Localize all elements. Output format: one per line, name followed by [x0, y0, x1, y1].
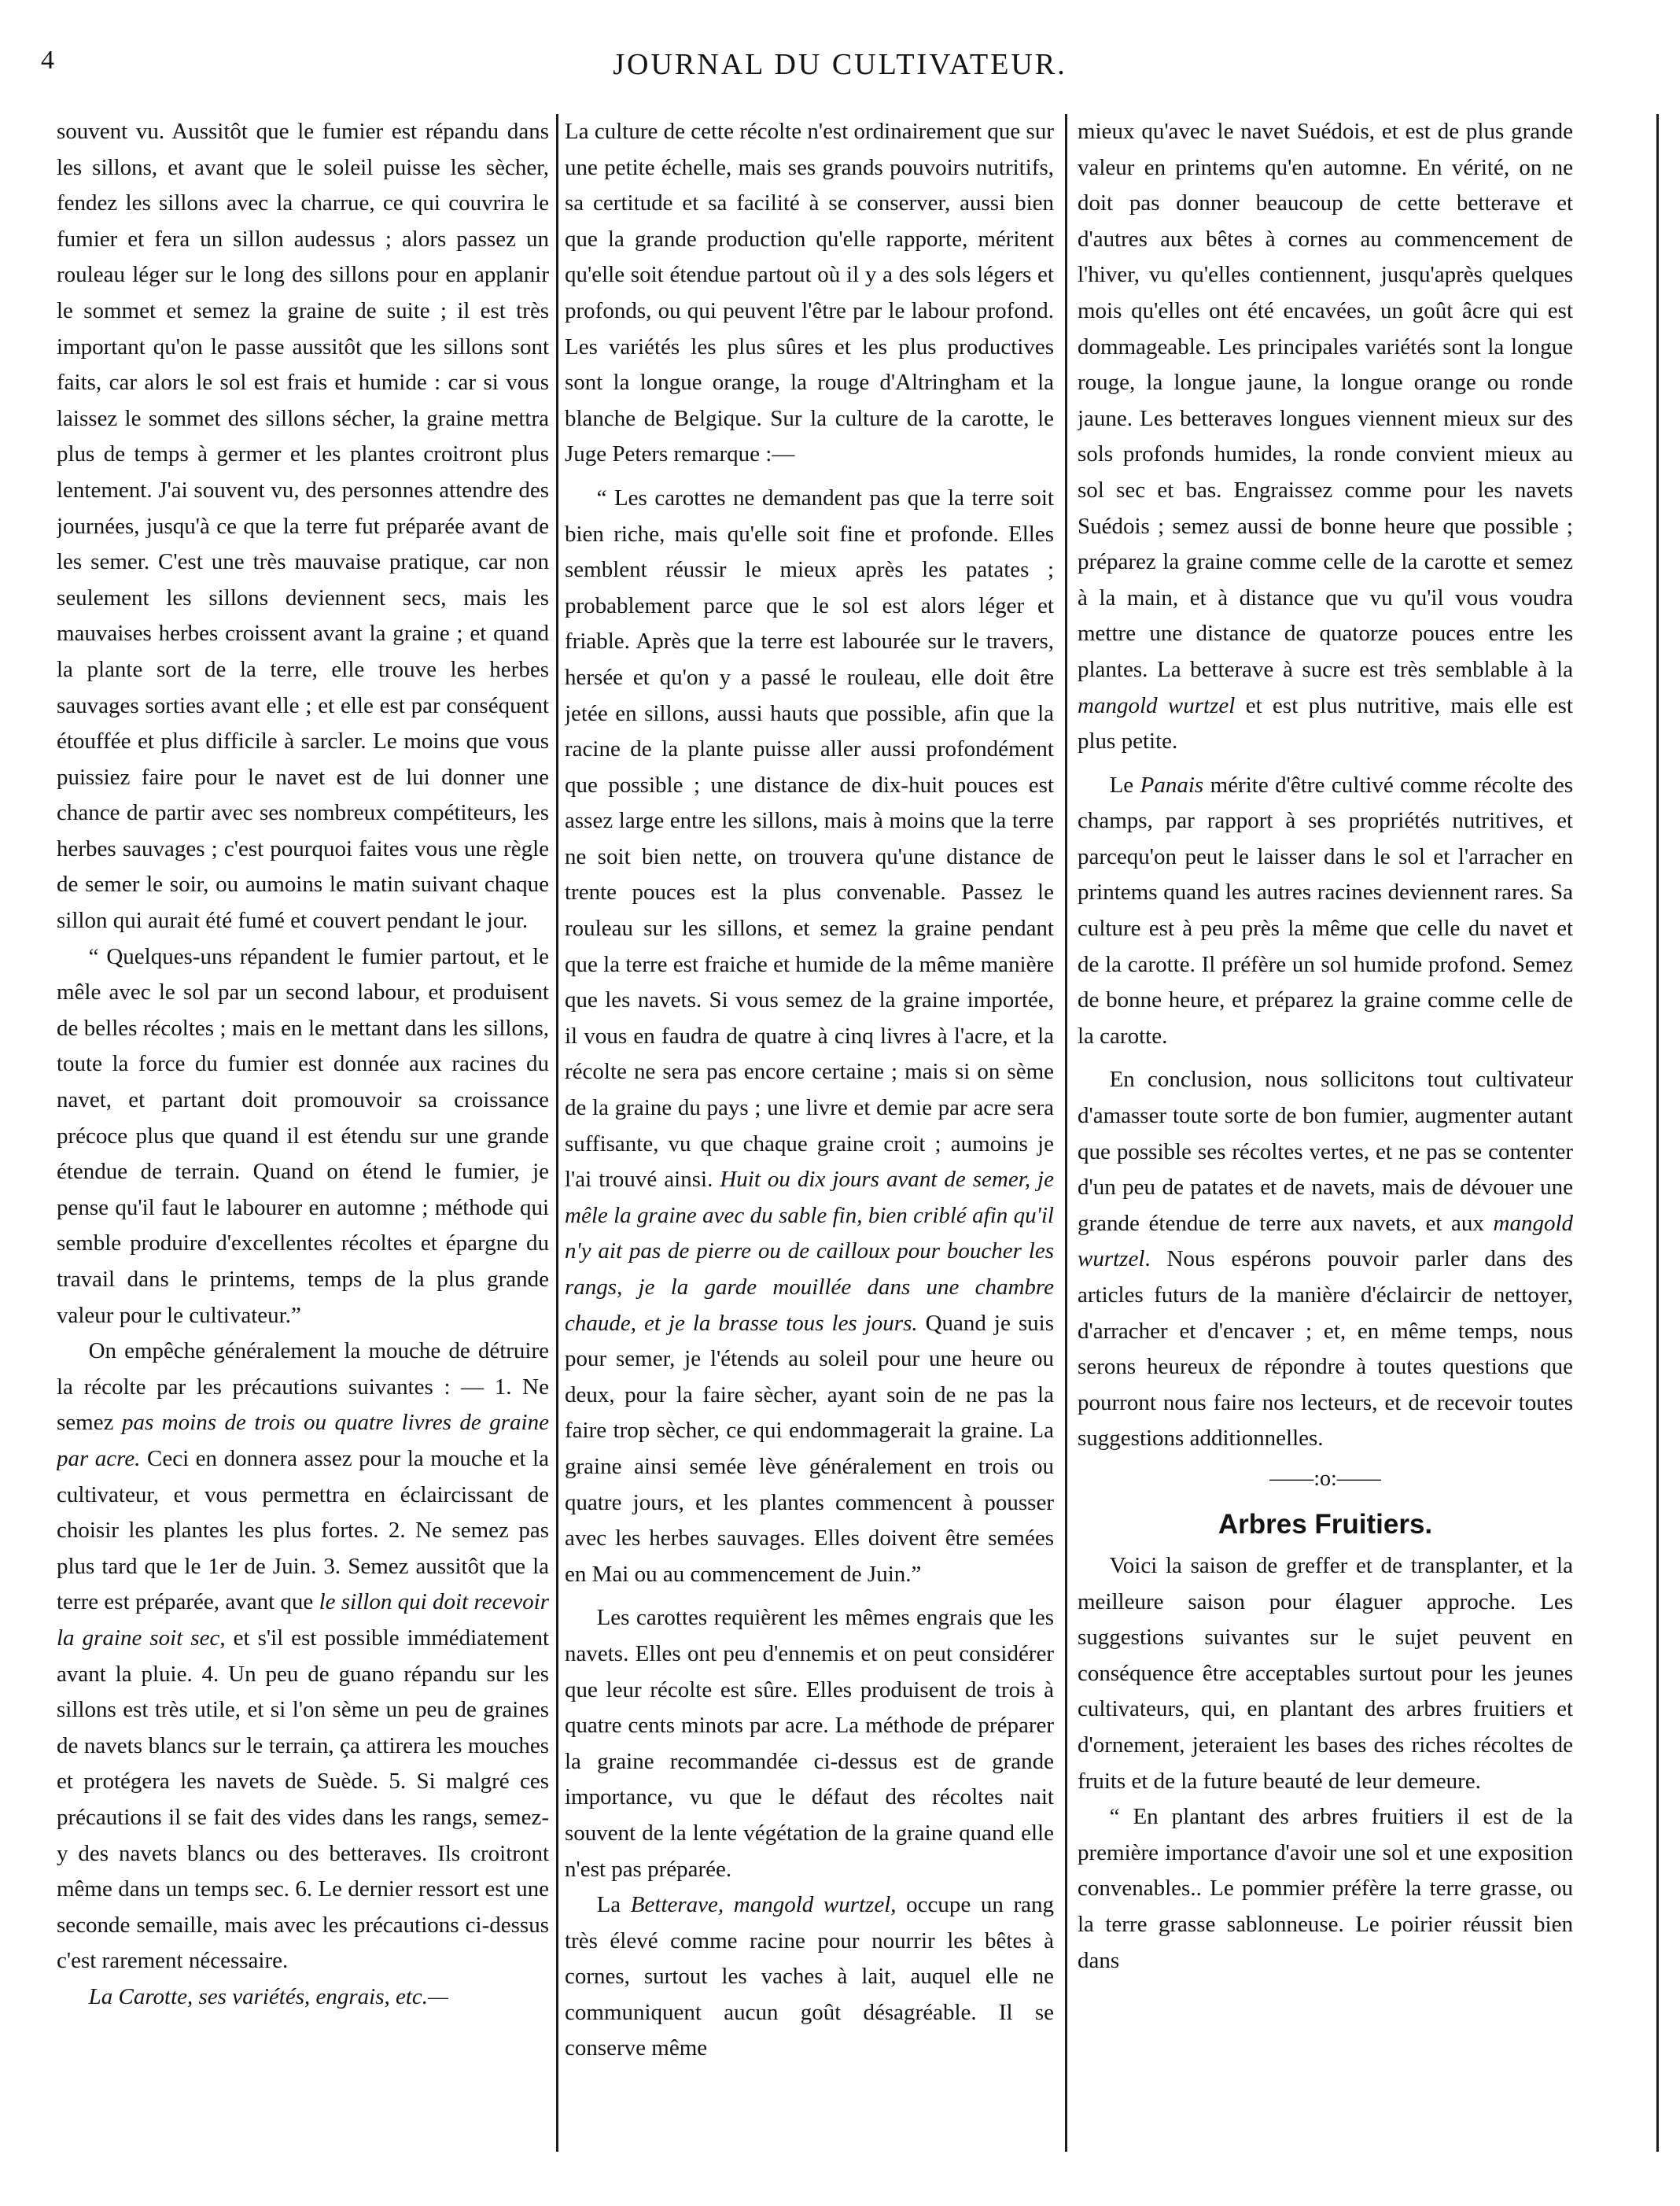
- text-run: En conclusion, nous sollicitons tout cultivateur d'amasser toute sorte de bon fumier, augmenter autant que possible ses récoltes vertes, et ne pas se contenter d'un peu de patates et de navets, mais de dévouer une grande étendue de terre aux navets, et aux: [1078, 1067, 1573, 1236]
- text-run: Quand je suis pour semer, je l'étends au soleil pour une heure ou deux, pour la faire sècher, ayant soin de ne pas la faire trop sècher, ce qui endommagerait la graine. La graine ainsi semée lève généralement en trois ou quatre jours, et les plantes commencent à pousser avec les herbes sauvages. Elles doivent être semées en Mai ou au commencement de Juin.”: [565, 1310, 1054, 1587]
- paragraph: [57, 1334, 549, 1979]
- page-edge-rule: [1656, 114, 1659, 2152]
- text-run: Les carottes requièrent les mêmes engrais que les navets. Elles ont peu d'ennemis et on peut considérer que leur récolte est sûre. Elles produisent de trois à quatre cents minots par acre. La méthode de préparer la graine recommandée ci-dessus est de grande importance, vu que le défaut des récoltes nait souvent de la lente végétation de la graine quand elle n'est pas préparée.: [565, 1605, 1054, 1882]
- text-column-2: [565, 114, 1054, 2175]
- text-run: Voici la saison de greffer et de transplanter, et la meilleure saison pour élaguer approche. Les suggestions suivantes sur le sujet peuvent en conséquence être acceptables surtout pour les jeunes cultivateurs, qui, en plantant des arbres fruitiers et d'ornement, jeteraient les bases des riches récoltes de fruits et de la future beauté de leur demeure.: [1078, 1552, 1573, 1794]
- paragraph: [565, 1600, 1054, 1887]
- paragraph: [1078, 1799, 1573, 1979]
- paragraph: [1078, 114, 1573, 760]
- paragraph: [1078, 1548, 1573, 1799]
- running-title: JOURNAL DU CULTIVATEUR.: [613, 48, 1067, 81]
- column-rule-right: [1065, 114, 1067, 2152]
- text-run: La: [596, 1892, 631, 1918]
- italic-text: pas moins de trois ou quatre livres de graine par acre.: [57, 1410, 549, 1471]
- paragraph: [565, 114, 1054, 473]
- italic-text: La Carotte, ses variétés, engrais, etc.—: [88, 1983, 448, 2009]
- text-run: , occupe un rang très élevé comme racine pour nourrir les bêtes à cornes, surtout les vaches à lait, auquel elle ne communiquent aucun goût désagréable. Il se conserve même: [565, 1892, 1054, 2061]
- text-run: On empêche généralement la mouche de détruire la récolte par les précautions suivantes : — 1. Ne semez: [57, 1338, 549, 1436]
- italic-text: le sillon qui doit recevoir la graine soit sec: [57, 1589, 549, 1651]
- text-run: Le: [1109, 772, 1140, 798]
- text-column-3: [1078, 114, 1573, 2175]
- paragraph: [565, 1887, 1054, 2067]
- text-run: “ En plantant des arbres fruitiers il est de la première importance d'avoir une sol et une exposition convenables.. Le pommier préfère la terre grasse, ou la terre grasse sablonneuse. Le poirier réussit bien dans: [1078, 1804, 1573, 1973]
- text-run: “ Quelques-uns répandent le fumier partout, et le mêle avec le sol par un second labour, et produisent de belles récoltes ; mais en le mettant dans les sillons, toute la force du fumier est donnée aux racines du navet, et partant doit promouvoir sa croissance précoce plus que quand il est étendu sur une grande étendue de terrain. Quand on étend le fumier, je pense qu'il faut le labourer en automne ; méthode qui semble produire d'excellentes récoltes et épargne du travail dans le printems, temps de la plus grande valeur pour le cultivateur.”: [57, 943, 549, 1328]
- paragraph: [57, 939, 549, 1334]
- text-column-1: [57, 114, 549, 2175]
- text-run: “ Les carottes ne demandent pas que la terre soit bien riche, mais qu'elle soit fine et profonde. Elles semblent réussir le mieux après les patates ; probablement parce que le sol est alors léger et friable. Après que la terre est labourée sur le travers, hersée et qu'on y a passé le rouleau, elle doit être jetée en sillons, aussi hauts que possible, afin que la racine de la plante puisse aller aussi profondément que possible ; une distance de dix-huit pouces est assez large entre les sillons, mais à moins que la terre ne soit bien nette, on trouvera qu'une distance de trente pouces est la plus convenable. Passez le rouleau sur les sillons, et semez la graine pendant que la terre est fraiche et humide de la même manière que les navets. Si vous semez de la graine importée, il vous en faudra de quatre à cinq livres à l'acre, et la récolte ne sera pas encore certaine ; mais si on sème de la graine du pays ; une livre et demie par acre sera suffisante, vu que chaque graine croit ; aumoins je l'ai trouvé ainsi.: [565, 485, 1054, 1193]
- paragraph: [57, 1979, 549, 2016]
- column-rule-left: [556, 114, 558, 2152]
- italic-text: Panais: [1140, 772, 1204, 798]
- paragraph: [1078, 768, 1573, 1055]
- paragraph: [57, 114, 549, 939]
- text-run: , et s'il est possible immédiatement avant la pluie. 4. Un peu de guano répandu sur les sillons est très utile, et si l'on sème un peu de graines de navets blancs sur le terrain, ça attirera les mouches et protégera les navets de Suède. 5. Si malgré ces précautions il se fait des vides dans les rangs, semez-y des navets blancs ou des betteraves. Ils croitront même dans un temps sec. 6. Le dernier ressort est une seconde semaille, mais avec les précautions ci-dessus c'est rarement nécessaire.: [57, 1625, 549, 1974]
- text-run: La culture de cette récolte n'est ordinairement que sur une petite échelle, mais ses grands pouvoirs nutritifs, sa certitude et sa facilité à se conserver, aussi bien que la grande production qu'elle rapporte, méritent qu'elle soit étendue partout où il y a des sols légers et profonds, ou qui peuvent l'être par le labour profond. Les variétés les plus sûres et les plus productives sont la longue orange, la rouge d'Altringham et la blanche de Belgique. Sur la culture de la carotte, le Juge Peters remarque :—: [565, 119, 1054, 467]
- italic-text: Betterave, mangold wurtzel: [630, 1892, 891, 1918]
- text-run: mérite d'être cultivé comme récolte des champs, par rapport à ses propriétés nutritives, et parcequ'on peut le laisser dans le sol et l'arracher en printems quand les autres racines deviennent rares. Sa culture est à peu près la même que celle du navet et de la carotte. Il préfère un sol humide profond. Semez de bonne heure, et préparez la graine comme celle de la carotte.: [1078, 772, 1573, 1049]
- page-number: 4: [41, 46, 54, 75]
- italic-text: mangold wurtzel: [1078, 692, 1236, 718]
- section-divider: ——:o:——: [1269, 1466, 1381, 1491]
- italic-text: Huit ou dix jours avant de semer, je mêle la graine avec du sable fin, bien criblé afin qu'il n'y ait pas de pierre ou de cailloux pour boucher les rangs, je la garde mouillée dans une chambre chaude, et je la brasse tous les jours.: [565, 1167, 1054, 1336]
- italic-text: mangold wurtzel: [1078, 1210, 1573, 1272]
- paragraph: [1078, 1062, 1573, 1457]
- section-heading: Arbres Fruitiers.: [1218, 1508, 1433, 1540]
- text-run: mieux qu'avec le navet Suédois, et est de plus grande valeur en printems qu'en automne. En vérité, on ne doit pas donner beaucoup de cette betterave et d'autres aux bêtes à cornes au commencement de l'hiver, vu qu'elles contiennent, jusqu'après quelques mois qu'elles ont été encavées, un goût âcre qui est dommageable. Les principales variétés sont la longue rouge, la longue jaune, la longue orange ou ronde jaune. Les betteraves longues viennent mieux sur des sols profonds humides, la ronde convient mieux au sol sec et bas. Engraissez comme pour les navets Suédois ; semez aussi de bonne heure que possible ; préparez la graine comme celle de la carotte et semez à la main, et à distance que vu qu'il vous voudra mettre une distance de quatorze pouces entre les plantes. La betterave à sucre est très semblable à la: [1078, 119, 1573, 682]
- text-run: . Nous espérons pouvoir parler dans des articles futurs de la manière d'éclaircir de nettoyer, d'arracher et d'encaver ; et, en même temps, nous serons heureux de répondre à toutes questions que pourront nous faire nos lecteurs, et de recevoir toutes suggestions additionnelles.: [1078, 1246, 1573, 1452]
- text-run: Ceci en donnera assez pour la mouche et la cultivateur, et vous permettra en éclaircissant de choisir les plantes les plus fortes. 2. Ne semez pas plus tard que le 1er de Juin. 3. Semez aussitôt que la terre est préparée, avant que: [57, 1445, 549, 1615]
- text-run: et est plus nutritive, mais elle est plus petite.: [1078, 692, 1573, 754]
- text-run: souvent vu. Aussitôt que le fumier est répandu dans les sillons, et avant que le soleil puisse les sècher, fendez les sillons avec la charrue, ce qui couvrira le fumier et fera un sillon audessus ; alors passez un rouleau léger sur le long des sillons pour en applanir le sommet et semez la graine de suite ; il est très important qu'on le passe aussitôt que les sillons sont faits, car alors le sol est frais et humide : car si vous laissez le sommet des sillons sécher, la graine mettra plus de temps à germer et les plantes croitront plus lentement. J'ai souvent vu, des personnes attendre des journées, jusqu'à ce que la terre fut préparée avant de les semer. C'est une très mauvaise pratique, car non seulement les sillons deviennent secs, mais les mauvaises herbes croissent avant la graine ; et quand la plante sort de la terre, elle trouve les herbes sauvages sorties avant elle ; et elle est par conséquent étouffée et plus difficile à sarcler. Le moins que vous puissiez faire pour le navet est de lui donner une chance de partir avec ses nombreux compétiteurs, les herbes sauvages ; c'est pourquoi faites vous une règle de semer le soir, ou aumoins le matin suivant chaque sillon qui aurait été fumé et couvert pendant le jour.: [57, 119, 549, 934]
- paragraph: [565, 481, 1054, 1592]
